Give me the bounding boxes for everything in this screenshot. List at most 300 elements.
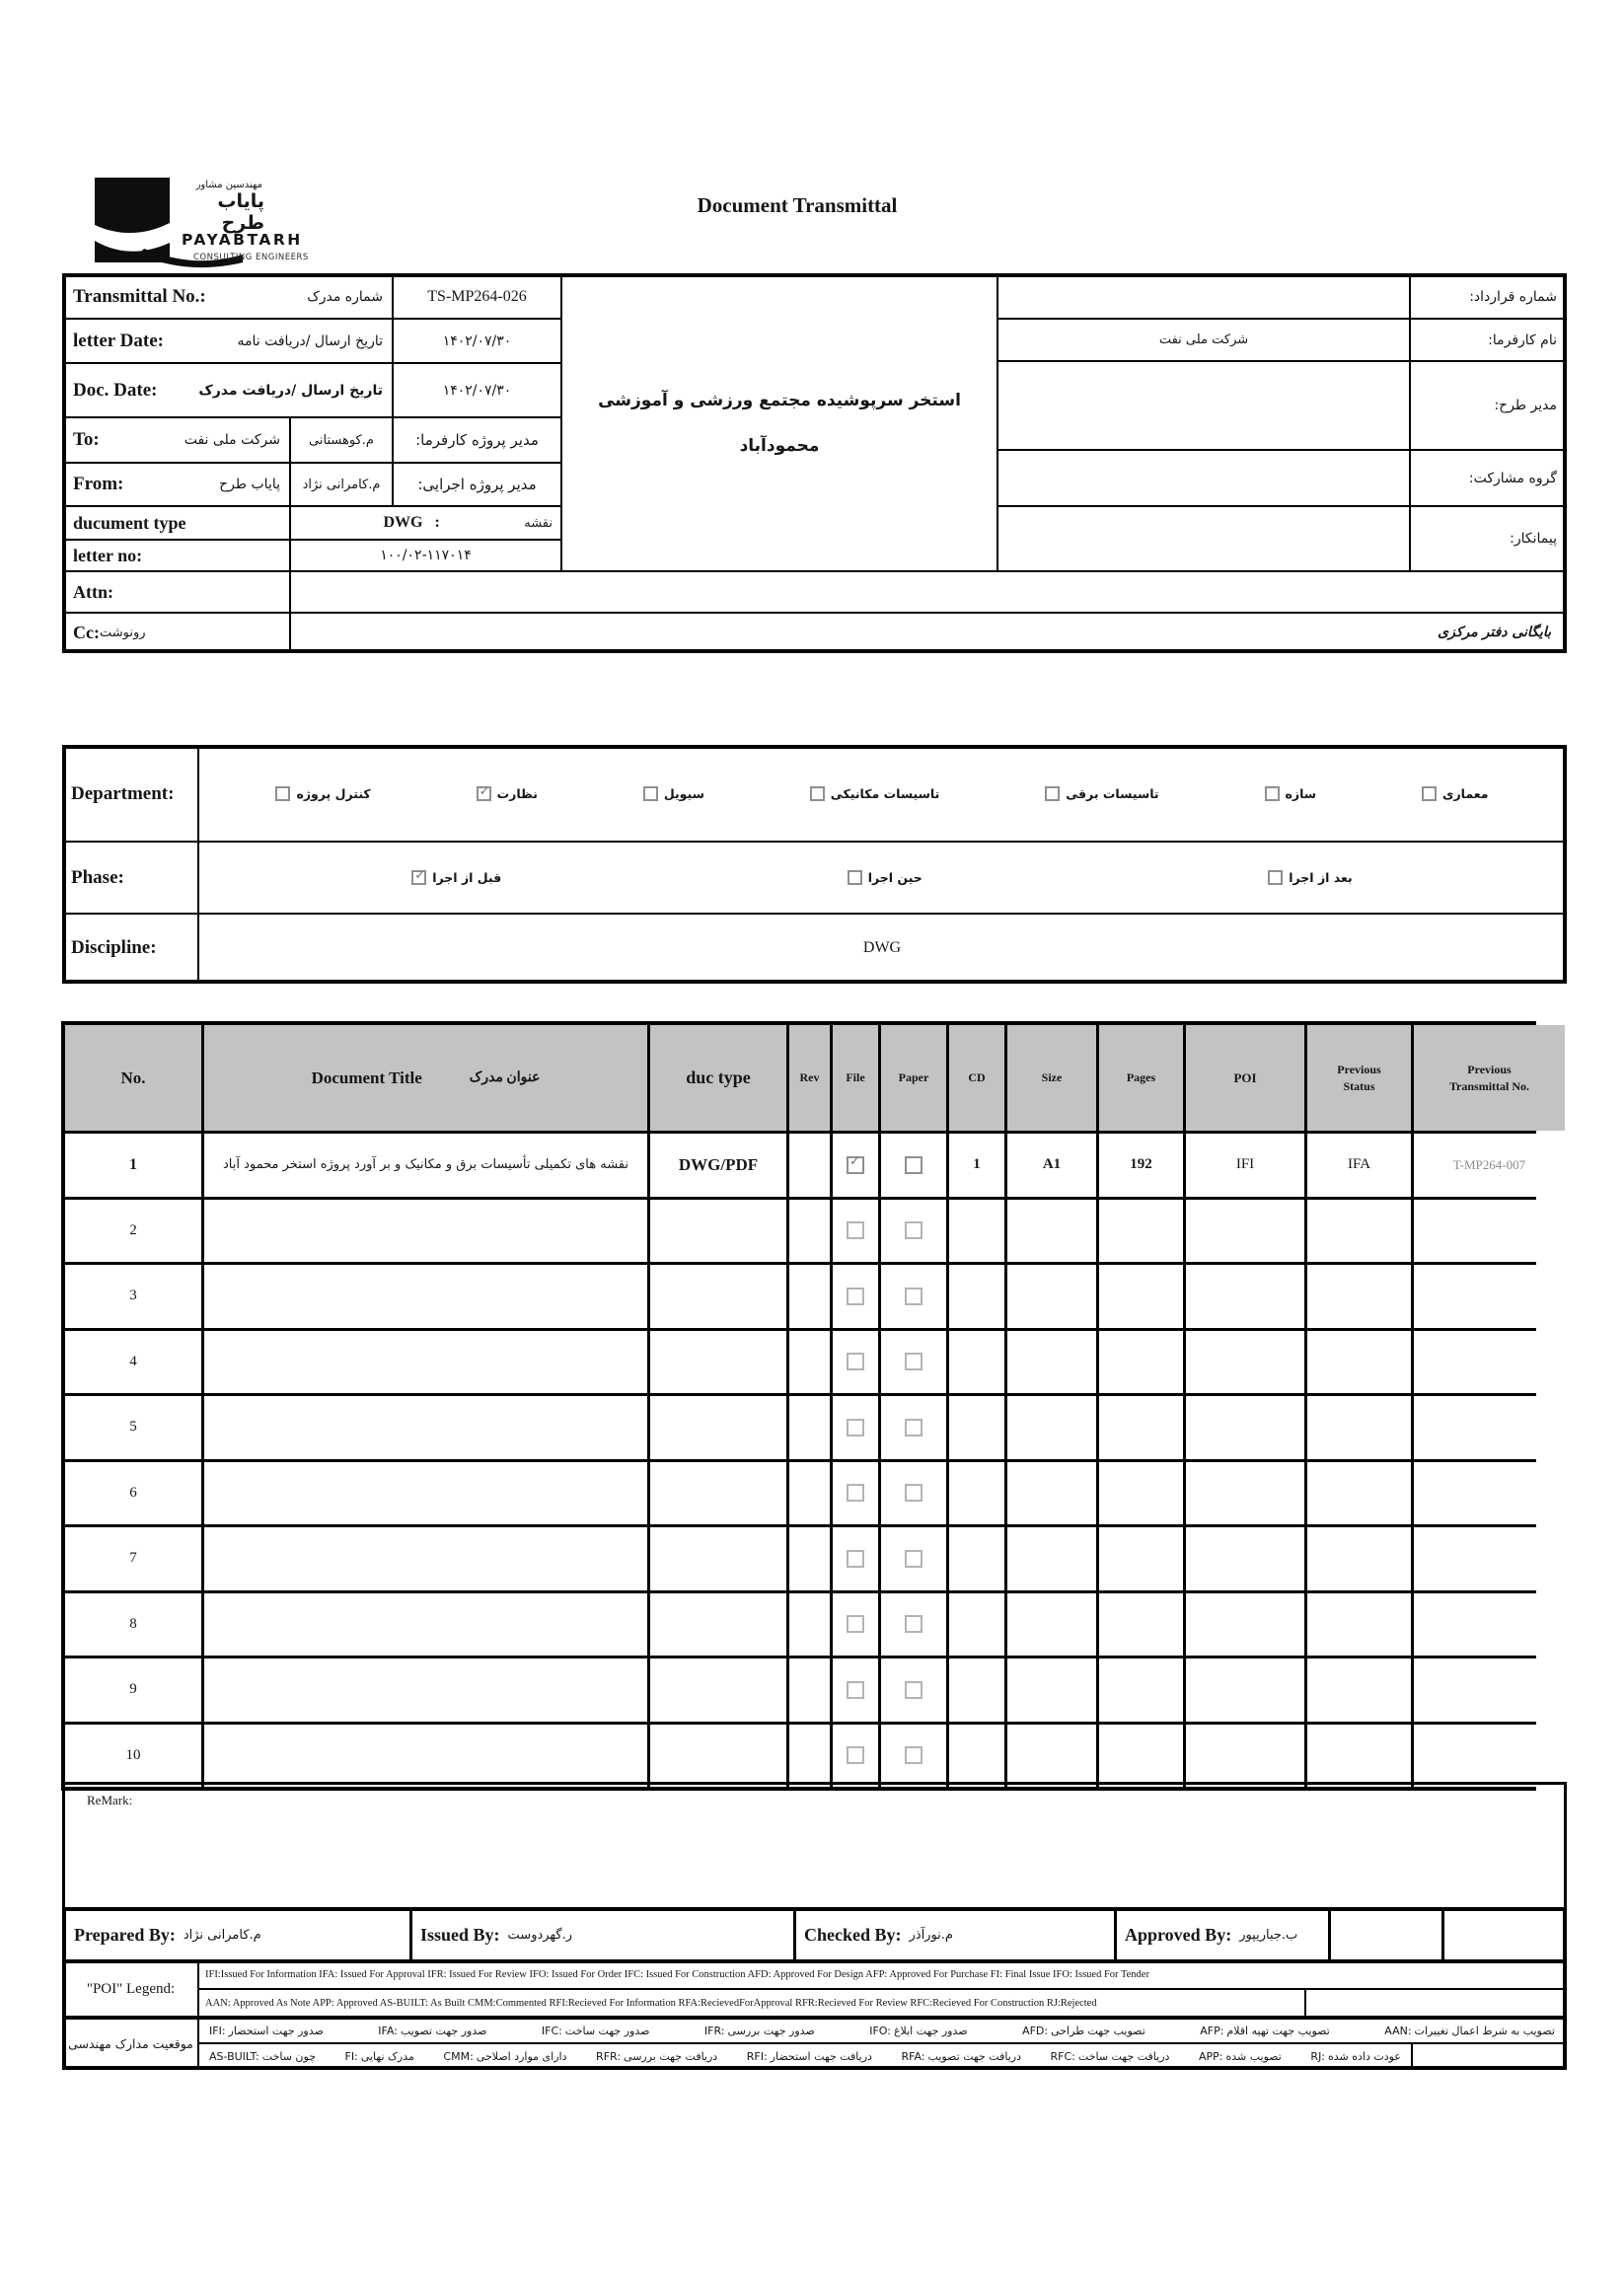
to-person-cell <box>289 416 394 464</box>
doc-row-7-title <box>204 1527 647 1590</box>
doc-row-9-title <box>204 1658 647 1722</box>
doc-row-6-size <box>1007 1462 1096 1525</box>
phase-checkbox-label-1: حین اجرا <box>867 870 923 885</box>
department-checkbox-6[interactable] <box>275 786 290 801</box>
doc-row-9-duc-type <box>650 1658 786 1722</box>
department-checkbox-label-0: معماری <box>1441 786 1489 801</box>
doc-row-3-rev <box>789 1265 830 1328</box>
phase-option-0 <box>1268 870 1353 885</box>
doc-row-9-paper-checkbox[interactable] <box>905 1681 923 1699</box>
to-person: م.کوهستانی <box>309 432 374 448</box>
doc-row-1-poi: IFI <box>1186 1134 1304 1197</box>
legend-table <box>62 1959 1567 2070</box>
doc-row-5-paper-checkbox[interactable] <box>905 1419 923 1437</box>
doc-row-3-poi <box>1186 1265 1304 1328</box>
doc-row-9-pages <box>1099 1658 1183 1722</box>
doc-row-6-prev-transmittal <box>1414 1462 1565 1525</box>
fa-legend-row1-item-5 <box>1022 2025 1145 2037</box>
remark-label: ReMark: <box>87 1793 133 1807</box>
attn-label: Attn: <box>73 581 113 602</box>
doc-row-3-prev-status <box>1307 1265 1411 1328</box>
doc-row-4-rev <box>789 1331 830 1394</box>
department-checkbox-5[interactable] <box>477 786 491 801</box>
fa-legend-row2-item-0 <box>209 2050 316 2063</box>
doc-row-7-size <box>1007 1527 1096 1590</box>
doc-row-9-paper-cell <box>881 1658 946 1722</box>
doc-row-2-file-cell <box>833 1200 878 1263</box>
doc-row-9-prev-status <box>1307 1658 1411 1722</box>
fa-legend-row2-item-text-5: دریافت جهت تصویب <box>927 2049 1021 2063</box>
doc-row-10-file-cell <box>833 1725 878 1788</box>
letter-date-cell <box>62 318 394 364</box>
contractor-label: پیمانکار: <box>1510 531 1557 547</box>
fa-legend-row2-item-4 <box>747 2050 872 2063</box>
doc-row-1-cd: 1 <box>949 1134 1004 1197</box>
attn-label-cell <box>62 570 291 614</box>
phase-checkbox-1[interactable] <box>848 870 862 885</box>
doc-row-2-pages <box>1099 1200 1183 1263</box>
department-checkbox-3[interactable] <box>810 786 825 801</box>
project-title-cell <box>560 273 998 572</box>
fa-legend-row1-item-code-4: IFO: <box>869 2024 891 2037</box>
col-header-prev-transmittal: Previous Transmittal No. <box>1414 1025 1565 1131</box>
doc-row-8-title <box>204 1593 647 1657</box>
doc-row-6-pages <box>1099 1462 1183 1525</box>
fa-legend-row1 <box>199 2025 1565 2037</box>
doc-row-5-cd <box>949 1396 1004 1459</box>
cc-value-cell <box>289 612 1567 653</box>
doc-row-8-paper-checkbox[interactable] <box>905 1615 923 1633</box>
poi-legend-row1: IFI:Issued For Information IFA: Issued For Approval IFR: Issued For Review IFO: Issued For Order IFC: Issued For Construction AFD: Approved For Design AFP: Approved For Purchase FI: Final Issue IFO: Issued For Tender <box>205 1969 1149 1980</box>
doc-row-9-size <box>1007 1658 1096 1722</box>
transmittal-no-value-cell <box>392 273 562 320</box>
doc-row-6-poi <box>1186 1462 1304 1525</box>
doc-row-10-poi <box>1186 1725 1304 1788</box>
transmittal-no-label: Transmittal No.: <box>73 285 206 307</box>
cc-label-cell <box>62 612 291 653</box>
doc-row-6-cd <box>949 1462 1004 1525</box>
doc-row-8-file-checkbox[interactable] <box>847 1615 864 1633</box>
doc-row-3-paper-checkbox[interactable] <box>905 1288 923 1305</box>
doc-row-5-no: 5 <box>65 1396 201 1459</box>
document-type-cell <box>62 505 291 541</box>
doc-row-3-size <box>1007 1265 1096 1328</box>
letter-date-label-fa: تاریخ ارسال /دریافت نامه <box>237 332 383 349</box>
exec-pm-label: مدیر پروژه اجرایی: <box>417 476 537 493</box>
prepared-by-cell <box>66 1911 409 1959</box>
fa-legend-row1-item-text-6: تصویب جهت تهیه اقلام <box>1226 2024 1330 2037</box>
doc-row-3-paper-cell <box>881 1265 946 1328</box>
document-type-label: ducument type <box>73 512 186 533</box>
client-name-label: نام کارفرما: <box>1488 332 1557 348</box>
doc-row-4-cd <box>949 1331 1004 1394</box>
doc-row-7-paper-checkbox[interactable] <box>905 1550 923 1568</box>
issued-by-label: Issued By: <box>420 1925 500 1945</box>
doc-row-4-pages <box>1099 1331 1183 1394</box>
doc-row-6-file-cell <box>833 1462 878 1525</box>
fa-legend-row2-item-6 <box>1051 2050 1170 2063</box>
fa-legend-row1-item-text-7: تصویب به شرط اعمال تغییرات <box>1414 2024 1555 2037</box>
fa-legend-row2-item-5 <box>901 2050 1021 2063</box>
project-title-line1: استخر سرپوشیده مجتمع ورزشی و آموزشی <box>598 390 961 410</box>
doc-row-3-file-cell <box>833 1265 878 1328</box>
fa-legend-row2-item-7 <box>1199 2050 1282 2063</box>
letter-no-cell <box>62 539 291 572</box>
col-header-no: No. <box>65 1025 201 1131</box>
doc-row-2-duc-type <box>650 1200 786 1263</box>
letter-no-value: ۱۰۰/۰۲-۱۱۷۰۱۴ <box>380 548 472 563</box>
logo-persian-name: پایاب طرح <box>217 190 264 234</box>
doc-row-5-paper-cell <box>881 1396 946 1459</box>
doc-row-10-title <box>204 1725 647 1788</box>
phase-checkbox-0[interactable] <box>1268 870 1283 885</box>
fa-legend-row1-item-text-5: تصویب جهت طراحی <box>1051 2024 1145 2037</box>
doc-table <box>61 1021 1536 1791</box>
fa-legend-row2-item-text-3: دریافت جهت بررسی <box>624 2049 718 2063</box>
doc-row-5-prev-transmittal <box>1414 1396 1565 1459</box>
doc-row-1-title: نقشه های تکمیلی تأسیسات برق و مکانیک و بر آورد پروژه استخر محمود آباد <box>204 1134 647 1197</box>
doc-row-4-file-cell <box>833 1331 878 1394</box>
fa-legend-row2-item-2 <box>443 2050 566 2063</box>
doc-row-1-prev-transmittal: T-MP264-007 <box>1414 1134 1565 1197</box>
doc-row-4-size <box>1007 1331 1096 1394</box>
doc-row-6-prev-status <box>1307 1462 1411 1525</box>
poi-legend-row2: AAN: Approved As Note APP: Approved AS-BUILT: As Built CMM:Commented RFI:Recieved For Information RFA:RecievedForApproval RFR:Recieved For Review RFC:Recieved For Construction RJ:Rejected <box>205 1998 1097 2009</box>
doc-row-7-file-cell <box>833 1527 878 1590</box>
doc-row-6-file-checkbox[interactable] <box>847 1484 864 1502</box>
doc-row-3-duc-type <box>650 1265 786 1328</box>
logo-subtitle: CONSULTING ENGINEERS <box>193 253 309 262</box>
client-name-label-cell <box>1409 318 1567 362</box>
doc-row-7-prev-status <box>1307 1527 1411 1590</box>
fa-legend-row2-item-8 <box>1310 2050 1400 2063</box>
doc-row-8-pages <box>1099 1593 1183 1657</box>
doc-row-6-duc-type <box>650 1462 786 1525</box>
col-header-rev: Rev <box>789 1025 830 1131</box>
col-header-prev-status: Previous Status <box>1307 1025 1411 1131</box>
doc-date-label: Doc. Date: <box>73 379 158 401</box>
doc-row-9-file-checkbox[interactable] <box>847 1681 864 1699</box>
doc-row-2-title <box>204 1200 647 1263</box>
doc-row-8-poi <box>1186 1593 1304 1657</box>
doc-row-10-cd <box>949 1725 1004 1788</box>
doc-row-5-rev <box>789 1396 830 1459</box>
fa-legend-row1-item-code-5: AFD: <box>1022 2024 1049 2037</box>
client-name-value: شرکت ملی نفت <box>1158 332 1249 347</box>
letter-no-value-cell <box>289 539 562 572</box>
department-option-3 <box>810 786 940 801</box>
doc-row-3-file-checkbox[interactable] <box>847 1288 864 1305</box>
doc-row-7-duc-type <box>650 1527 786 1590</box>
discipline-value: DWG <box>862 939 902 956</box>
issued-by-name: ر.گهردوست <box>507 1928 573 1943</box>
doc-row-1-file-checkbox[interactable] <box>847 1156 864 1174</box>
col-header-title-en: Document Title <box>311 1068 422 1087</box>
fa-legend-row1-item-code-1: IFA: <box>378 2024 398 2037</box>
fa-legend-label-cell <box>62 2017 199 2070</box>
doc-row-7-no: 7 <box>65 1527 201 1590</box>
doc-row-5-pages <box>1099 1396 1183 1459</box>
doc-row-7-prev-transmittal <box>1414 1527 1565 1590</box>
department-option-4 <box>643 786 704 801</box>
doc-row-2-cd <box>949 1200 1004 1263</box>
client-pm-label: مدیر پروژه کارفرما: <box>415 431 539 449</box>
from-person-cell <box>289 462 394 507</box>
doc-row-10-paper-cell <box>881 1725 946 1788</box>
phase-option-1 <box>848 870 923 885</box>
doc-row-9-poi <box>1186 1658 1304 1722</box>
doc-row-3-title <box>204 1265 647 1328</box>
fa-legend-row2-item-text-0: چون ساخت <box>261 2049 316 2063</box>
col-header-pages: Pages <box>1099 1025 1183 1131</box>
department-checkbox-label-1: سازه <box>1285 786 1317 801</box>
doc-row-5-file-checkbox[interactable] <box>847 1419 864 1437</box>
from-value: پایاب طرح <box>219 477 280 492</box>
department-checkbox-label-3: تاسیسات مکانیکی <box>830 786 940 801</box>
to-label: To: <box>73 429 100 450</box>
fa-legend-row2-item-code-2: CMM: <box>443 2049 474 2063</box>
department-option-2 <box>1045 786 1158 801</box>
doc-row-10-rev <box>789 1725 830 1788</box>
doc-row-2-paper-checkbox[interactable] <box>905 1221 923 1239</box>
contract-no-value-cell <box>997 273 1411 320</box>
letter-no-label: letter no: <box>73 545 143 565</box>
transmittal-no-label-fa: شماره مدرک <box>307 288 383 305</box>
col-header-size: Size <box>1007 1025 1096 1131</box>
doc-row-10-prev-transmittal <box>1414 1725 1565 1788</box>
fa-legend-empty-cell <box>1411 2042 1567 2070</box>
cc-label: Cc: <box>73 622 100 642</box>
doc-row-9-cd <box>949 1658 1004 1722</box>
doc-row-8-file-cell <box>833 1593 878 1657</box>
fa-legend-row2-item-code-5: RFA: <box>901 2049 925 2063</box>
discipline-label: Discipline: <box>71 937 157 958</box>
fa-legend-row1-item-text-0: صدور جهت استحضار <box>228 2024 324 2037</box>
doc-row-1-duc-type: DWG/PDF <box>650 1134 786 1197</box>
prepared-by-name: م.کامرانی نژاد <box>183 1928 261 1943</box>
doc-row-1-paper-checkbox[interactable] <box>905 1156 923 1174</box>
doc-row-4-paper-cell <box>881 1331 946 1394</box>
fa-legend-row1-item-code-0: IFI: <box>209 2024 226 2037</box>
doc-row-4-title <box>204 1331 647 1394</box>
department-checkbox-label-2: تاسیسات برقی <box>1066 786 1159 801</box>
department-option-1 <box>1265 786 1317 801</box>
col-header-poi: POI <box>1186 1025 1304 1131</box>
fa-legend-label: موقعیت مدارک مهندسی <box>68 2035 193 2051</box>
phase-checkbox-label-2: قبل از اجرا <box>432 870 502 885</box>
doc-row-6-title <box>204 1462 647 1525</box>
poi-legend-label: "POI" Legend: <box>86 1980 176 1997</box>
fa-legend-row1-cell <box>197 2017 1567 2044</box>
doc-row-5-file-cell <box>833 1396 878 1459</box>
department-checkbox-label-4: سیویل <box>663 786 704 801</box>
department-checkbox-4[interactable] <box>643 786 658 801</box>
department-option-0 <box>1422 786 1489 801</box>
doc-row-10-size <box>1007 1725 1096 1788</box>
fa-legend-row2-item-code-8: RJ: <box>1310 2049 1326 2063</box>
doc-row-5-title <box>204 1396 647 1459</box>
doc-row-2-prev-transmittal <box>1414 1200 1565 1263</box>
doc-row-6-no: 6 <box>65 1462 201 1525</box>
page-title: Document Transmittal <box>697 193 898 217</box>
fa-legend-row1-item-code-3: IFR: <box>703 2024 725 2037</box>
doc-row-7-rev <box>789 1527 830 1590</box>
letter-date-label: letter Date: <box>73 330 164 351</box>
plan-manager-value-cell <box>997 360 1411 451</box>
doc-row-2-rev <box>789 1200 830 1263</box>
logo-company-name: PAYABTARH <box>182 231 303 249</box>
phase-checkbox-label-0: بعد از اجرا <box>1289 870 1353 885</box>
fa-legend-row2-item-code-6: RFC: <box>1050 2049 1075 2063</box>
fa-legend-row2-cell <box>197 2042 1413 2070</box>
plan-manager-label-cell <box>1409 360 1567 451</box>
checked-by-name: م.نورآذر <box>909 1928 953 1943</box>
department-checkbox-1[interactable] <box>1265 786 1280 801</box>
doc-row-9-no: 9 <box>65 1658 201 1722</box>
contract-no-label-cell <box>1409 273 1567 320</box>
doc-row-4-paper-checkbox[interactable] <box>905 1353 923 1370</box>
fa-legend-row1-item-2 <box>542 2025 650 2037</box>
department-options <box>197 745 1567 843</box>
doc-row-7-file-checkbox[interactable] <box>847 1550 864 1568</box>
doc-row-9-rev <box>789 1658 830 1722</box>
doc-row-10-file-checkbox[interactable] <box>847 1746 864 1764</box>
prepared-by-label: Prepared By: <box>74 1925 176 1945</box>
phase-options <box>197 841 1567 915</box>
approved-by-label: Approved By: <box>1125 1925 1232 1945</box>
doc-row-7-poi <box>1186 1527 1304 1590</box>
fa-legend-row2-item-text-8: عودت داده شده <box>1328 2049 1401 2063</box>
from-person: م.کامرانی نژاد <box>302 477 381 492</box>
fa-legend-row1-item-4 <box>869 2025 967 2037</box>
doc-row-4-file-checkbox[interactable] <box>847 1353 864 1370</box>
doc-row-1-no: 1 <box>65 1134 201 1197</box>
discipline-value-cell <box>197 913 1567 984</box>
doc-row-8-no: 8 <box>65 1593 201 1657</box>
doc-row-8-cd <box>949 1593 1004 1657</box>
doc-date-label-fa: تاریخ ارسال /دریافت مدرک <box>198 382 383 399</box>
contractor-value-cell <box>997 505 1411 572</box>
phase-checkbox-2[interactable] <box>411 870 426 885</box>
doc-row-8-rev <box>789 1593 830 1657</box>
doc-row-6-paper-checkbox[interactable] <box>905 1484 923 1502</box>
fa-legend-row2-item-code-1: FI: <box>344 2049 358 2063</box>
from-label: From: <box>73 474 124 494</box>
fa-legend-row2-item-text-2: دارای موارد اصلاحی <box>476 2049 567 2063</box>
doc-row-10-pages <box>1099 1725 1183 1788</box>
poi-legend-row2-cell <box>197 1988 1306 2019</box>
cc-value: بایگانی دفتر مرکزی <box>1438 625 1551 640</box>
doc-row-1-paper-cell <box>881 1134 946 1197</box>
attn-value-cell <box>289 570 1567 614</box>
fa-legend-row1-item-6 <box>1200 2025 1330 2037</box>
doc-row-3-prev-transmittal <box>1414 1265 1565 1328</box>
phase-option-2 <box>411 870 501 885</box>
doc-row-10-no: 10 <box>65 1725 201 1788</box>
doc-row-5-prev-status <box>1307 1396 1411 1459</box>
signature-empty-cell-1 <box>1331 1911 1441 1959</box>
doc-row-3-pages <box>1099 1265 1183 1328</box>
department-checkbox-0[interactable] <box>1422 786 1437 801</box>
doc-row-2-file-checkbox[interactable] <box>847 1221 864 1239</box>
remark-box <box>62 1782 1567 1910</box>
department-option-5 <box>477 786 538 801</box>
signature-row <box>62 1907 1567 1963</box>
plan-manager-label: مدیر طرح: <box>1494 398 1557 413</box>
doc-row-10-prev-status <box>1307 1725 1411 1788</box>
doc-row-8-paper-cell <box>881 1593 946 1657</box>
doc-row-9-file-cell <box>833 1658 878 1722</box>
partnership-label: گروه مشارکت: <box>1468 470 1557 486</box>
discipline-label-cell <box>62 913 199 984</box>
logo-persian-tagline: مهندسین مشاور <box>195 180 262 190</box>
fa-legend-row2-item-3 <box>596 2050 717 2063</box>
department-label-cell <box>62 745 199 843</box>
fa-legend-row2-item-text-6: دریافت جهت ساخت <box>1077 2049 1170 2063</box>
fa-legend-row2-item-text-1: مدرک نهایی <box>360 2049 414 2063</box>
doc-row-5-size <box>1007 1396 1096 1459</box>
doc-row-6-rev <box>789 1462 830 1525</box>
document-type-separator: : <box>434 514 440 531</box>
doc-row-10-duc-type <box>650 1725 786 1788</box>
doc-row-8-size <box>1007 1593 1096 1657</box>
fa-legend-row1-item-text-4: صدور جهت ابلاغ <box>893 2024 968 2037</box>
fa-legend-row1-item-code-7: AAN: <box>1384 2024 1412 2037</box>
doc-row-1-size: A1 <box>1007 1134 1096 1197</box>
doc-row-4-poi <box>1186 1331 1304 1394</box>
checked-by-label: Checked By: <box>804 1925 902 1945</box>
to-value: شرکت ملی نفت <box>184 432 280 448</box>
doc-row-1-prev-status: IFA <box>1307 1134 1411 1197</box>
department-checkbox-label-5: نظارت <box>496 786 538 801</box>
approved-by-cell <box>1117 1911 1328 1959</box>
document-type-value: DWG <box>383 514 423 531</box>
department-option-6 <box>275 786 370 801</box>
transmittal-no-value: TS-MP264-026 <box>427 287 527 305</box>
col-header-title-fa: عنوان مدرک <box>469 1070 541 1085</box>
issued-by-cell <box>412 1911 793 1959</box>
client-pm-cell <box>392 416 562 464</box>
signature-empty-cell-2 <box>1444 1911 1563 1959</box>
department-checkbox-2[interactable] <box>1045 786 1060 801</box>
col-header-title <box>204 1025 647 1131</box>
cc-label-fa: رونوشت <box>99 625 146 640</box>
doc-row-2-prev-status <box>1307 1200 1411 1263</box>
doc-row-10-paper-checkbox[interactable] <box>905 1746 923 1764</box>
transmittal-no-cell <box>62 273 394 320</box>
document-type-value-cell <box>289 505 562 541</box>
doc-row-3-cd <box>949 1265 1004 1328</box>
doc-row-3-no: 3 <box>65 1265 201 1328</box>
fa-legend-row1-item-code-6: AFP: <box>1200 2024 1224 2037</box>
doc-row-4-duc-type <box>650 1331 786 1394</box>
col-header-cd: CD <box>949 1025 1004 1131</box>
contract-no-label: شماره قرارداد: <box>1469 288 1557 305</box>
doc-row-8-prev-status <box>1307 1593 1411 1657</box>
doc-row-1-file-cell <box>833 1134 878 1197</box>
fa-legend-row2-item-code-3: RFR: <box>596 2049 622 2063</box>
doc-date-cell <box>62 362 394 418</box>
doc-row-7-pages <box>1099 1527 1183 1590</box>
doc-row-2-no: 2 <box>65 1200 201 1263</box>
department-table <box>62 745 1567 984</box>
fa-legend-row2 <box>199 2050 1411 2063</box>
fa-legend-row2-item-1 <box>345 2050 414 2063</box>
fa-legend-row2-item-text-4: دریافت جهت استحضار <box>770 2049 872 2063</box>
fa-legend-row2-item-code-4: RFI: <box>746 2049 768 2063</box>
poi-legend-row1-cell <box>197 1959 1567 1990</box>
letter-date-value-cell <box>392 318 562 364</box>
